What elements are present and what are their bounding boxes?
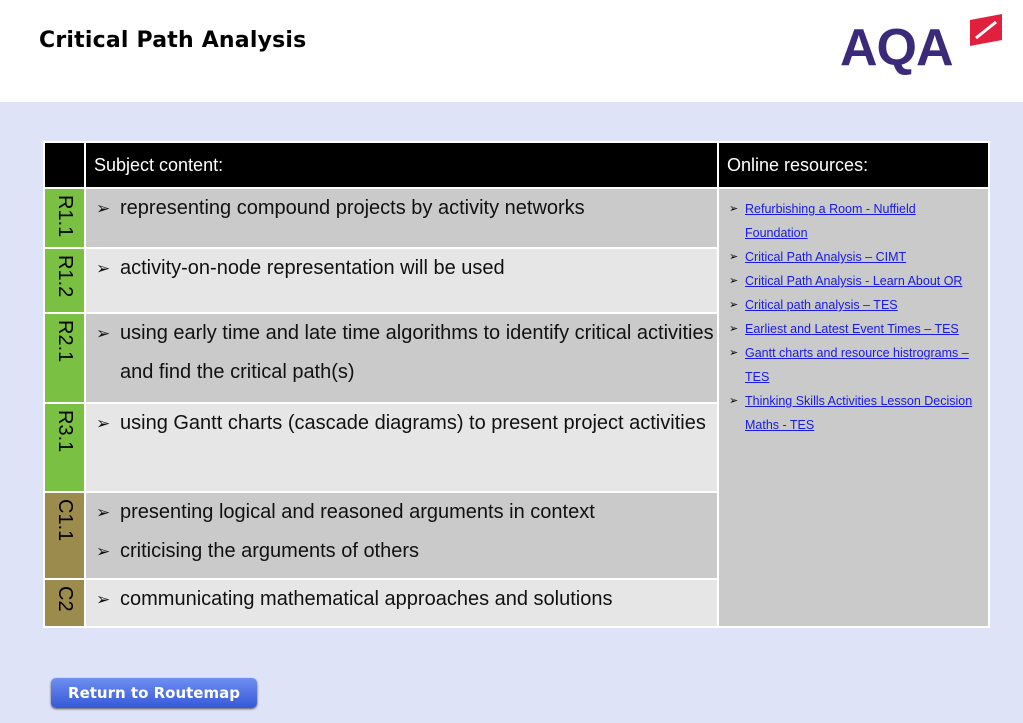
- logo-flag-icon: [968, 14, 1004, 54]
- code-r1-1: R1.1: [44, 188, 85, 248]
- content-row: ➢ using early time and late time algorithms to identify critical activities and find the critical path(s): [85, 313, 718, 403]
- content-row: ➢ using Gantt charts (cascade diagrams) to present project activities: [85, 403, 718, 492]
- arrow-bullet-icon: ➢: [96, 259, 111, 278]
- resource-link-gantt[interactable]: Gantt charts and resource histrograms – TES: [745, 346, 969, 384]
- arrow-bullet-icon: ➢: [96, 199, 111, 218]
- arrow-bullet-icon: ➢: [729, 203, 739, 215]
- arrow-bullet-icon: ➢: [729, 275, 739, 287]
- arrow-bullet-icon: ➢: [96, 590, 111, 609]
- resources-cell: [718, 188, 989, 627]
- resource-link-event-times[interactable]: Earliest and Latest Event Times – TES: [745, 322, 959, 336]
- resource-link-thinking-skills[interactable]: Thinking Skills Activities Lesson Decision Maths - TES: [745, 394, 973, 432]
- page-title: Critical Path Analysis: [39, 28, 307, 53]
- code-r3-1: R3.1: [44, 403, 85, 492]
- code-r2-1: R2.1: [44, 313, 85, 403]
- resource-item: [729, 317, 980, 341]
- arrow-bullet-icon: ➢: [729, 347, 739, 359]
- resource-link-learn-about-or[interactable]: Critical Path Analysis - Learn About OR: [745, 274, 963, 288]
- code-c1-1: C1.1: [44, 492, 85, 579]
- code-r1-2: R1.2: [44, 248, 85, 313]
- arrow-bullet-icon: ➢: [96, 414, 111, 433]
- content-row: ➢ activity-on-node representation will be used: [85, 248, 718, 313]
- arrow-bullet-icon: ➢: [729, 323, 739, 335]
- code-c2: C2: [44, 579, 85, 627]
- content-row: ➢ presenting logical and reasoned arguments in context ➢ criticising the arguments of others: [85, 492, 718, 579]
- resource-item: [729, 341, 980, 389]
- resource-link-cimt[interactable]: Critical Path Analysis – CIMT: [745, 250, 907, 264]
- content-table: [43, 141, 990, 628]
- arrow-bullet-icon: ➢: [729, 251, 739, 263]
- resources-header: Online resources:: [718, 142, 989, 188]
- content-row: ➢ representing compound projects by activity networks: [85, 188, 718, 248]
- resource-item: [729, 389, 980, 437]
- arrow-bullet-icon: ➢: [96, 324, 111, 343]
- arrow-bullet-icon: ➢: [96, 503, 111, 522]
- aqa-logo: [840, 14, 1005, 76]
- return-to-routemap-button[interactable]: Return to Routemap: [51, 678, 257, 708]
- arrow-bullet-icon: ➢: [729, 395, 739, 407]
- header: [0, 0, 1023, 102]
- arrow-bullet-icon: ➢: [729, 299, 739, 311]
- resource-item: [729, 197, 980, 245]
- header-blank-cell: [44, 142, 85, 188]
- content-row: ➢ communicating mathematical approaches and solutions: [85, 579, 718, 627]
- arrow-bullet-icon: ➢: [96, 542, 111, 561]
- subject-header: Subject content:: [85, 142, 718, 188]
- resource-item: [729, 293, 980, 317]
- resource-item: [729, 245, 980, 269]
- resource-link-cpa-tes[interactable]: Critical path analysis – TES: [745, 298, 898, 312]
- resource-item: [729, 269, 980, 293]
- logo-text: AQA: [840, 19, 953, 77]
- resource-link-refurbishing[interactable]: Refurbishing a Room - Nuffield Foundation: [745, 202, 916, 240]
